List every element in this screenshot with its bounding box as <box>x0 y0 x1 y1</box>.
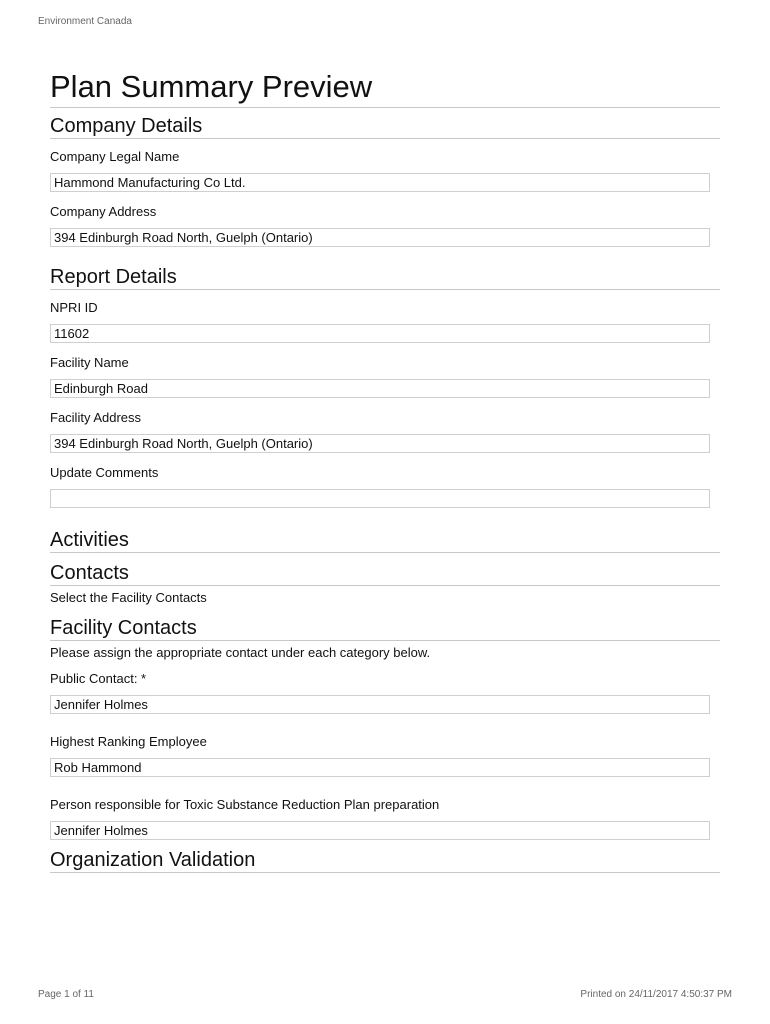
update-comments-label: Update Comments <box>50 465 159 480</box>
organization-validation-heading: Organization Validation <box>50 848 720 873</box>
document-content <box>50 68 720 873</box>
facility-address-field: 394 Edinburgh Road North, Guelph (Ontario) <box>50 434 710 453</box>
company-address-label: Company Address <box>50 204 157 219</box>
npri-id-field: 11602 <box>50 324 710 343</box>
agency-header: Environment Canada <box>38 16 132 27</box>
plan-preparer-label: Person responsible for Toxic Substance Reduction Plan preparation <box>50 797 440 812</box>
print-timestamp: Printed on 24/11/2017 4:50:37 PM <box>580 989 732 1000</box>
facility-name-field: Edinburgh Road <box>50 379 710 398</box>
public-contact-label: Public Contact: * <box>50 671 147 686</box>
company-address-field: 394 Edinburgh Road North, Guelph (Ontario) <box>50 228 710 247</box>
facility-contacts-note: Please assign the appropriate contact under each category below. <box>50 645 431 660</box>
highest-ranking-employee-field: Rob Hammond <box>50 758 710 777</box>
highest-ranking-employee-label: Highest Ranking Employee <box>50 734 207 749</box>
contacts-heading: Contacts <box>50 561 720 586</box>
contacts-note: Select the Facility Contacts <box>50 590 207 605</box>
report-details-section <box>50 265 720 508</box>
page-number: Page 1 of 11 <box>38 989 94 1000</box>
company-legal-name-label: Company Legal Name <box>50 149 180 164</box>
facility-name-label: Facility Name <box>50 355 129 370</box>
company-details-section <box>50 114 720 247</box>
npri-id-label: NPRI ID <box>50 300 98 315</box>
update-comments-field <box>50 489 710 508</box>
company-details-heading: Company Details <box>50 114 720 139</box>
facility-contacts-section <box>50 616 720 840</box>
contacts-section <box>50 561 720 606</box>
facility-address-label: Facility Address <box>50 410 142 425</box>
public-contact-field: Jennifer Holmes <box>50 695 710 714</box>
activities-heading: Activities <box>50 528 720 553</box>
report-details-heading: Report Details <box>50 265 720 290</box>
facility-contacts-heading: Facility Contacts <box>50 616 720 641</box>
page-title: Plan Summary Preview <box>50 68 720 108</box>
company-legal-name-field: Hammond Manufacturing Co Ltd. <box>50 173 710 192</box>
plan-preparer-field: Jennifer Holmes <box>50 821 710 840</box>
